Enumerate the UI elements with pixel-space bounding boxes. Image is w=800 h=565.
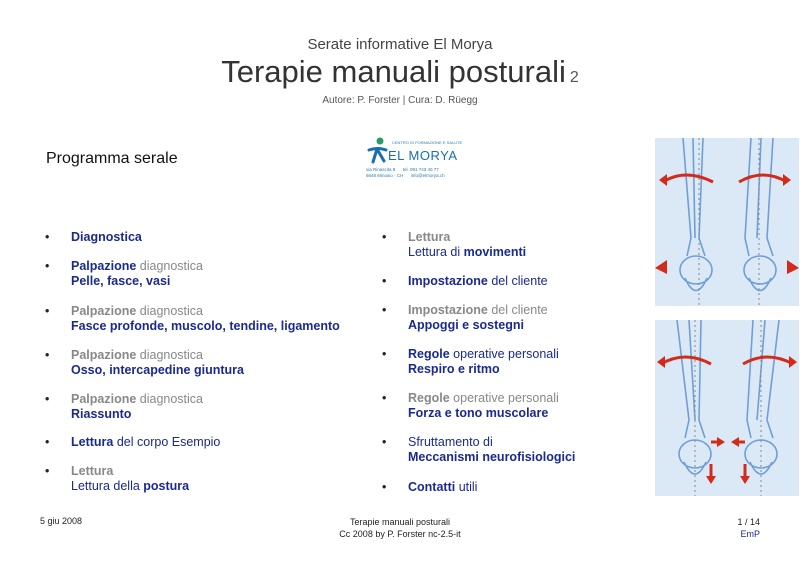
text-segment: Palpazione — [71, 304, 137, 318]
text-segment: Respiro e ritmo — [408, 362, 500, 376]
text-segment: del cliente — [487, 303, 548, 317]
person-logo-icon — [366, 136, 390, 166]
bottom-panel — [655, 320, 799, 496]
text-segment: Meccanismi neurofisiologici — [408, 450, 576, 464]
bullet: • — [45, 304, 50, 318]
text-segment: Lettura della — [71, 479, 144, 493]
program-item-line — [71, 363, 244, 378]
program-item-line — [71, 259, 203, 274]
program-item-line — [71, 479, 189, 494]
text-segment: Palpazione — [71, 392, 137, 406]
text-segment: Regole — [408, 391, 450, 405]
program-item-line — [71, 304, 340, 319]
program-item — [382, 480, 478, 495]
text-segment: Sfruttamento di — [408, 435, 493, 449]
text-segment: movimenti — [463, 245, 527, 259]
text-segment: Pelle, fasce, vasi — [71, 274, 171, 288]
logo-name: EL MORYA — [388, 148, 458, 163]
program-item-line — [71, 464, 189, 479]
program-item-line — [408, 480, 477, 495]
bullet: • — [382, 347, 387, 361]
text-segment: del corpo Esempio — [113, 435, 221, 449]
bullet: • — [45, 259, 50, 273]
top-panel — [655, 138, 799, 306]
program-item-line — [408, 245, 526, 260]
program-item-line — [71, 348, 244, 363]
program-item — [382, 347, 559, 377]
text-segment: Regole — [408, 347, 450, 361]
text-segment: Appoggi e sostegni — [408, 318, 524, 332]
program-item-line — [408, 318, 548, 333]
program-item — [45, 259, 204, 289]
bullet: • — [382, 435, 387, 449]
program-item-line — [408, 303, 548, 318]
program-item — [45, 230, 142, 245]
text-segment: Contatti — [408, 480, 456, 494]
program-item — [382, 274, 548, 289]
text-segment: Lettura — [71, 464, 114, 478]
page-title — [0, 54, 800, 90]
bullet: • — [45, 464, 50, 478]
author-line: Autore: P. Forster | Cura: D. Rüegg — [322, 95, 478, 106]
program-item — [382, 435, 576, 465]
text-segment: Lettura — [71, 435, 114, 449]
program-list-right — [382, 230, 648, 500]
footer-page — [720, 516, 760, 540]
text-segment: del cliente — [487, 274, 548, 288]
footer-copyright: Cc 2008 by P. Forster nc-2.5-it — [339, 529, 461, 539]
bullet: • — [45, 348, 50, 362]
title-number: 2 — [569, 69, 579, 86]
program-list-left — [45, 230, 371, 500]
program-item-line — [71, 230, 142, 245]
title-text: Terapie manuali posturali — [221, 54, 566, 89]
text-segment: Lettura di — [408, 245, 464, 259]
program-item-line — [71, 319, 340, 334]
text-segment: Osso, intercapedine giuntura — [71, 363, 244, 377]
program-item-line — [408, 274, 548, 289]
section-title: Programma serale — [46, 150, 178, 167]
footer-date: 5 giu 2008 — [40, 516, 83, 526]
program-item-line — [71, 392, 203, 407]
text-segment: Palpazione — [71, 348, 137, 362]
text-segment: Impostazione — [408, 303, 488, 317]
footer-center — [0, 516, 800, 540]
program-item — [382, 303, 548, 333]
program-item-line — [71, 435, 220, 450]
bullet: • — [45, 230, 50, 244]
text-segment: operative personali — [449, 391, 559, 405]
program-item-line — [408, 362, 559, 377]
text-segment: postura — [143, 479, 190, 493]
text-segment: Impostazione — [408, 274, 488, 288]
program-item — [45, 435, 221, 450]
program-item — [382, 230, 527, 260]
program-item — [382, 391, 559, 421]
text-segment: Diagnostica — [71, 230, 142, 244]
page-number: 1 / 14 — [737, 517, 760, 527]
text-segment: diagnostica — [136, 259, 204, 273]
bullet: • — [45, 392, 50, 406]
program-item-line — [408, 391, 559, 406]
program-item-line — [71, 274, 203, 289]
program-item — [45, 348, 244, 378]
text-segment: Lettura — [408, 230, 451, 244]
bullet: • — [382, 230, 387, 244]
text-segment: Forza e tono muscolare — [408, 406, 549, 420]
logo-address: via Rinascita 8 tel. 091 743 40 77 6648 Minusio · CH info@elmorya.ch — [366, 167, 445, 178]
text-segment: operative personali — [449, 347, 559, 361]
foot-rotation-illustration — [655, 138, 799, 496]
text-segment: Fasce profonde, muscolo, tendine, ligamento — [71, 319, 340, 333]
logo-tagline: CENTRO DI FORMAZIONE E SALUTE — [392, 140, 463, 145]
text-segment: diagnostica — [136, 348, 204, 362]
bullet: • — [382, 274, 387, 288]
program-item — [45, 304, 340, 334]
text-segment: utili — [455, 480, 478, 494]
text-segment: Palpazione — [71, 259, 137, 273]
text-segment: diagnostica — [136, 392, 204, 406]
bullet: • — [382, 303, 387, 317]
program-item-line — [408, 230, 526, 245]
series-subtitle: Serate informative El Morya — [307, 36, 493, 53]
footer-title: Terapie manuali posturali — [349, 517, 451, 527]
text-segment: Riassunto — [71, 407, 132, 421]
program-item-line — [408, 406, 559, 421]
program-item — [45, 464, 190, 494]
program-item-line — [408, 450, 575, 465]
program-item-line — [71, 407, 203, 422]
bullet: • — [382, 480, 387, 494]
footer-initials: EmP — [740, 529, 760, 539]
bullet: • — [45, 435, 50, 449]
bullet: • — [382, 391, 387, 405]
el-morya-logo — [366, 136, 486, 186]
program-item-line — [408, 435, 575, 450]
program-item — [45, 392, 204, 422]
text-segment: diagnostica — [136, 304, 204, 318]
program-item-line — [408, 347, 559, 362]
